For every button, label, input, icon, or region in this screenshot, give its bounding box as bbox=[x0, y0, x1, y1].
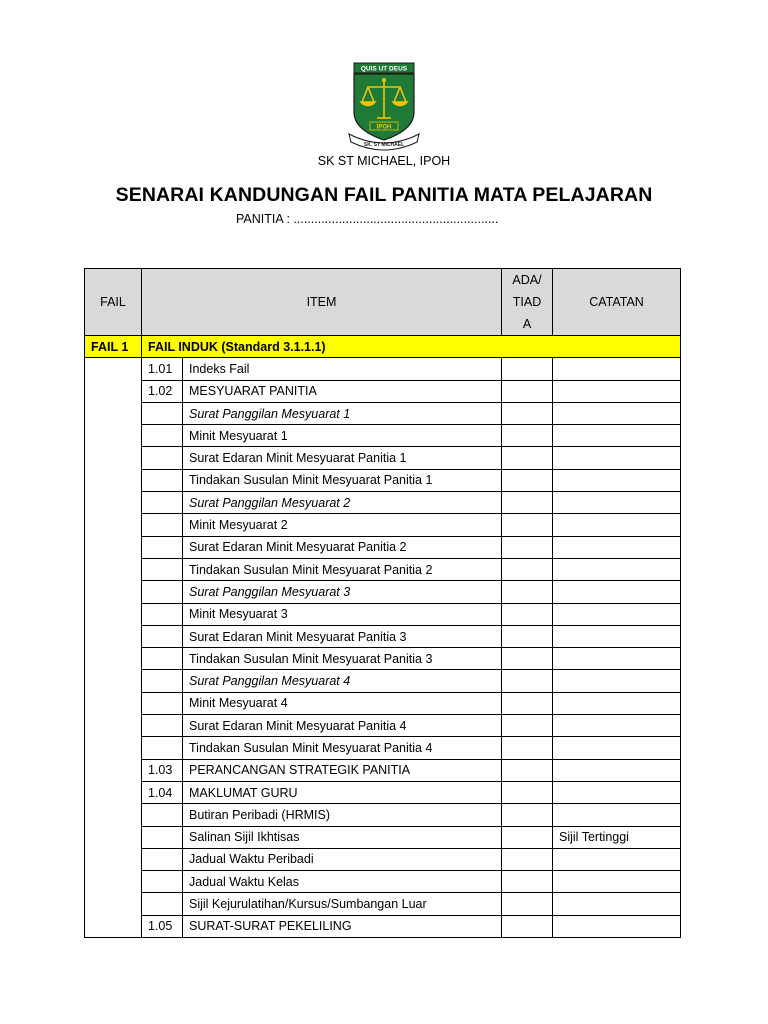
ada-tiada-cell[interactable] bbox=[502, 715, 553, 737]
item-number bbox=[142, 670, 183, 692]
table-header-row bbox=[85, 269, 681, 336]
ada-tiada-cell[interactable] bbox=[502, 380, 553, 402]
svg-text:QUIS UT DEUS: QUIS UT DEUS bbox=[360, 65, 408, 73]
item-number bbox=[142, 737, 183, 759]
header-ada-line-1: ADA/ bbox=[512, 273, 542, 287]
item-description: Salinan Sijil Ikhtisas bbox=[183, 826, 502, 848]
table-body bbox=[85, 336, 681, 938]
ada-tiada-cell[interactable] bbox=[502, 492, 553, 514]
table-row bbox=[85, 781, 681, 803]
table-row bbox=[85, 447, 681, 469]
item-number bbox=[142, 469, 183, 491]
ada-tiada-cell[interactable] bbox=[502, 692, 553, 714]
fail-number: FAIL 1 bbox=[85, 336, 142, 358]
item-description: SURAT-SURAT PEKELILING bbox=[183, 915, 502, 937]
item-description: Surat Edaran Minit Mesyuarat Panitia 2 bbox=[183, 536, 502, 558]
ada-tiada-cell[interactable] bbox=[502, 625, 553, 647]
item-number bbox=[142, 848, 183, 870]
table-row bbox=[85, 358, 681, 380]
table-row bbox=[85, 581, 681, 603]
item-description: Jadual Waktu Kelas bbox=[183, 871, 502, 893]
ada-tiada-cell[interactable] bbox=[502, 358, 553, 380]
catatan-cell[interactable] bbox=[553, 804, 681, 826]
document-title: SENARAI KANDUNGAN FAIL PANITIA MATA PELAJARAN bbox=[115, 184, 653, 206]
catatan-cell[interactable] bbox=[553, 648, 681, 670]
table-row bbox=[85, 893, 681, 915]
item-number bbox=[142, 826, 183, 848]
catatan-cell[interactable] bbox=[553, 380, 681, 402]
item-description: Tindakan Susulan Minit Mesyuarat Panitia 2 bbox=[183, 558, 502, 580]
ada-tiada-cell[interactable] bbox=[502, 915, 553, 937]
header-ada-line-3: A bbox=[522, 317, 532, 331]
catatan-cell[interactable] bbox=[553, 536, 681, 558]
catatan-cell[interactable] bbox=[553, 737, 681, 759]
table-row bbox=[85, 804, 681, 826]
table-row bbox=[85, 715, 681, 737]
catatan-cell[interactable] bbox=[553, 603, 681, 625]
ada-tiada-cell[interactable] bbox=[502, 581, 553, 603]
item-description: Tindakan Susulan Minit Mesyuarat Panitia 1 bbox=[183, 469, 502, 491]
ada-tiada-cell[interactable] bbox=[502, 781, 553, 803]
table-row bbox=[85, 402, 681, 424]
item-number bbox=[142, 715, 183, 737]
header-ada-tiada bbox=[502, 269, 553, 336]
ada-tiada-cell[interactable] bbox=[502, 447, 553, 469]
item-description: Minit Mesyuarat 3 bbox=[183, 603, 502, 625]
catatan-cell[interactable] bbox=[553, 425, 681, 447]
ada-tiada-cell[interactable] bbox=[502, 603, 553, 625]
item-description: Surat Edaran Minit Mesyuarat Panitia 4 bbox=[183, 715, 502, 737]
item-description: Tindakan Susulan Minit Mesyuarat Panitia 4 bbox=[183, 737, 502, 759]
table-row bbox=[85, 425, 681, 447]
catatan-cell[interactable] bbox=[553, 581, 681, 603]
ada-tiada-cell[interactable] bbox=[502, 871, 553, 893]
catatan-cell[interactable] bbox=[553, 893, 681, 915]
catatan-cell[interactable] bbox=[553, 469, 681, 491]
item-description: Jadual Waktu Peribadi bbox=[183, 848, 502, 870]
item-number: 1.05 bbox=[142, 915, 183, 937]
ada-tiada-cell[interactable] bbox=[502, 826, 553, 848]
item-description: Surat Panggilan Mesyuarat 3 bbox=[183, 581, 502, 603]
table-row bbox=[85, 826, 681, 848]
item-number bbox=[142, 492, 183, 514]
table-row bbox=[85, 692, 681, 714]
item-description: MAKLUMAT GURU bbox=[183, 781, 502, 803]
table-row bbox=[85, 759, 681, 781]
item-description: MESYUARAT PANITIA bbox=[183, 380, 502, 402]
item-number bbox=[142, 558, 183, 580]
item-description: PERANCANGAN STRATEGIK PANITIA bbox=[183, 759, 502, 781]
catatan-cell[interactable] bbox=[553, 514, 681, 536]
table-row bbox=[85, 848, 681, 870]
item-description: Surat Edaran Minit Mesyuarat Panitia 1 bbox=[183, 447, 502, 469]
table-row bbox=[85, 536, 681, 558]
item-description: Surat Edaran Minit Mesyuarat Panitia 3 bbox=[183, 625, 502, 647]
table-row bbox=[85, 492, 681, 514]
table-row bbox=[85, 558, 681, 580]
table-row bbox=[85, 737, 681, 759]
header-fail: FAIL bbox=[85, 269, 142, 336]
catatan-cell[interactable] bbox=[553, 558, 681, 580]
catatan-cell[interactable] bbox=[553, 402, 681, 424]
ada-tiada-cell[interactable] bbox=[502, 536, 553, 558]
table-row bbox=[85, 648, 681, 670]
ada-tiada-cell[interactable] bbox=[502, 804, 553, 826]
table-row bbox=[85, 603, 681, 625]
catatan-cell[interactable]: Sijil Tertinggi bbox=[553, 826, 681, 848]
item-description: Sijil Kejurulatihan/Kursus/Sumbangan Luar bbox=[183, 893, 502, 915]
catatan-cell[interactable] bbox=[553, 492, 681, 514]
item-description: Butiran Peribadi (HRMIS) bbox=[183, 804, 502, 826]
school-crest-logo bbox=[345, 60, 423, 152]
ada-tiada-cell[interactable] bbox=[502, 737, 553, 759]
item-description: Tindakan Susulan Minit Mesyuarat Panitia 3 bbox=[183, 648, 502, 670]
item-number bbox=[142, 625, 183, 647]
item-description: Minit Mesyuarat 1 bbox=[183, 425, 502, 447]
item-number bbox=[142, 447, 183, 469]
item-description: Minit Mesyuarat 2 bbox=[183, 514, 502, 536]
catatan-cell[interactable] bbox=[553, 759, 681, 781]
ada-tiada-cell[interactable] bbox=[502, 759, 553, 781]
ada-tiada-cell[interactable] bbox=[502, 514, 553, 536]
item-number: 1.03 bbox=[142, 759, 183, 781]
item-number: 1.02 bbox=[142, 380, 183, 402]
catatan-cell[interactable] bbox=[553, 670, 681, 692]
catatan-cell[interactable] bbox=[553, 848, 681, 870]
item-description: Indeks Fail bbox=[183, 358, 502, 380]
table-row bbox=[85, 380, 681, 402]
table-row bbox=[85, 670, 681, 692]
svg-text:SK. ST MICHAEL: SK. ST MICHAEL bbox=[363, 142, 405, 148]
item-number bbox=[142, 536, 183, 558]
item-number bbox=[142, 871, 183, 893]
table-row bbox=[85, 871, 681, 893]
fail-section-title: FAIL INDUK (Standard 3.1.1.1) bbox=[142, 336, 681, 358]
ada-tiada-cell[interactable] bbox=[502, 558, 553, 580]
item-number bbox=[142, 402, 183, 424]
catatan-cell[interactable] bbox=[553, 871, 681, 893]
item-number bbox=[142, 425, 183, 447]
catatan-cell[interactable] bbox=[553, 692, 681, 714]
catatan-cell[interactable] bbox=[553, 447, 681, 469]
catatan-cell[interactable] bbox=[553, 781, 681, 803]
item-number bbox=[142, 893, 183, 915]
svg-text:IPOH: IPOH bbox=[376, 124, 392, 131]
panitia-line: PANITIA : ........................................................... bbox=[236, 212, 499, 226]
catatan-cell[interactable] bbox=[553, 358, 681, 380]
ada-tiada-cell[interactable] bbox=[502, 402, 553, 424]
header-ada-line-2: TIAD bbox=[512, 295, 542, 309]
fail-column-empty-cell bbox=[85, 358, 142, 938]
school-name: SK ST MICHAEL, IPOH bbox=[317, 154, 451, 168]
table-row bbox=[85, 514, 681, 536]
item-description: Surat Panggilan Mesyuarat 1 bbox=[183, 402, 502, 424]
ada-tiada-cell[interactable] bbox=[502, 670, 553, 692]
table-row bbox=[85, 625, 681, 647]
table-row bbox=[85, 469, 681, 491]
item-number bbox=[142, 692, 183, 714]
item-number: 1.04 bbox=[142, 781, 183, 803]
table-row bbox=[85, 915, 681, 937]
item-description: Minit Mesyuarat 4 bbox=[183, 692, 502, 714]
catatan-cell[interactable] bbox=[553, 625, 681, 647]
item-number bbox=[142, 648, 183, 670]
ada-tiada-cell[interactable] bbox=[502, 893, 553, 915]
ada-tiada-cell[interactable] bbox=[502, 848, 553, 870]
item-number: 1.01 bbox=[142, 358, 183, 380]
item-number bbox=[142, 804, 183, 826]
item-number bbox=[142, 603, 183, 625]
ada-tiada-cell[interactable] bbox=[502, 469, 553, 491]
header-item: ITEM bbox=[142, 269, 502, 336]
ada-tiada-cell[interactable] bbox=[502, 648, 553, 670]
contents-table bbox=[84, 268, 681, 938]
item-number bbox=[142, 514, 183, 536]
catatan-cell[interactable] bbox=[553, 915, 681, 937]
item-description: Surat Panggilan Mesyuarat 4 bbox=[183, 670, 502, 692]
header-catatan: CATATAN bbox=[553, 269, 681, 336]
item-number bbox=[142, 581, 183, 603]
fail-section-row bbox=[85, 336, 681, 358]
item-description: Surat Panggilan Mesyuarat 2 bbox=[183, 492, 502, 514]
catatan-cell[interactable] bbox=[553, 715, 681, 737]
ada-tiada-cell[interactable] bbox=[502, 425, 553, 447]
